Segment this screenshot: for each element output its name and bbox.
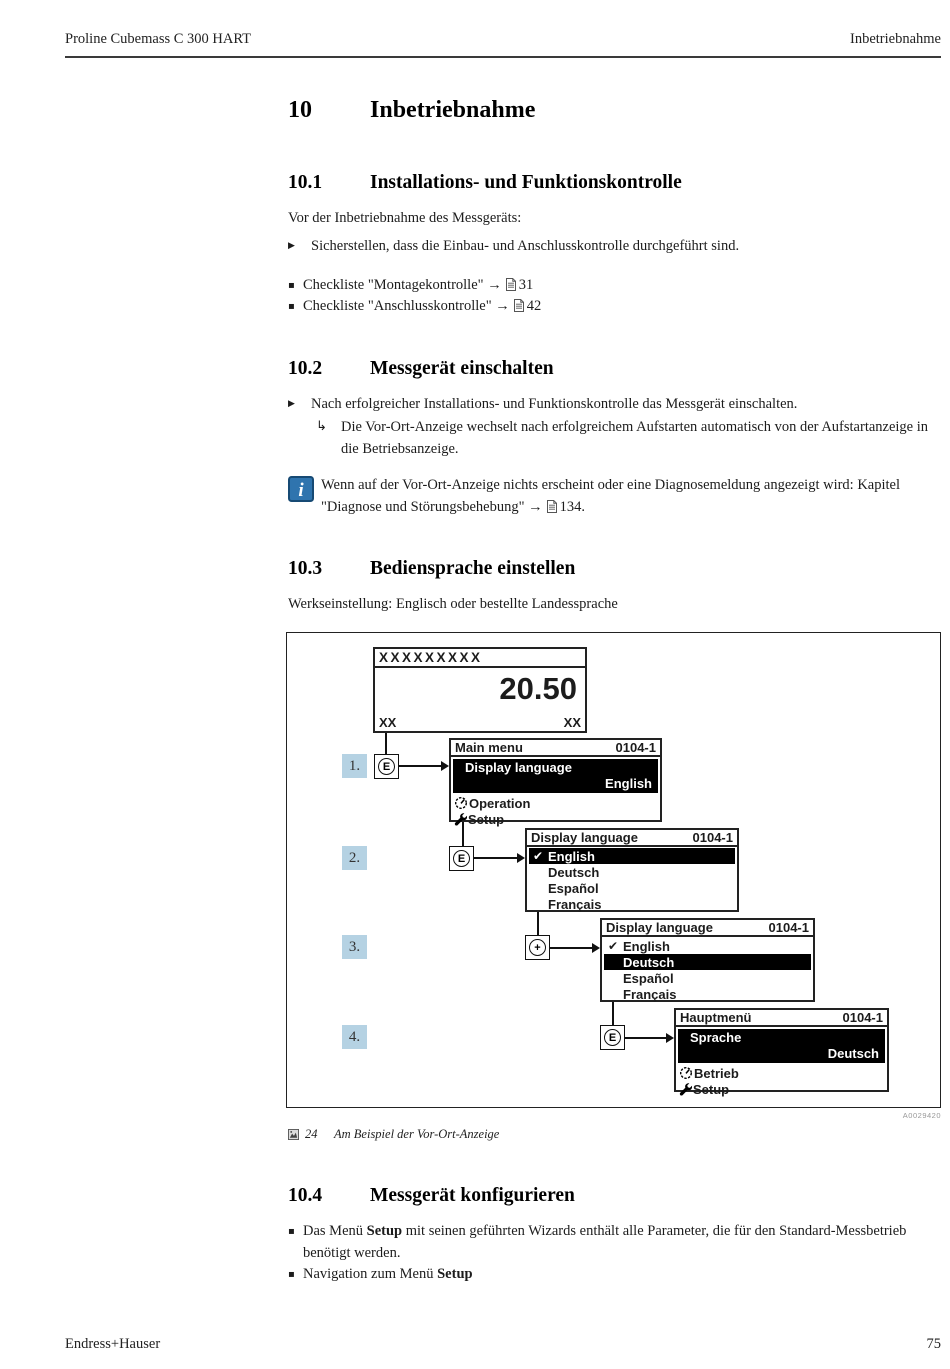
document-page-icon xyxy=(506,278,516,291)
menu-item-label: Setup xyxy=(693,1081,730,1097)
screen-main-menu xyxy=(449,738,662,827)
factory-setting-text: Werkseinstellung: Englisch oder bestellte Landessprache xyxy=(288,596,618,612)
display-status-line xyxy=(379,715,581,730)
running-footer xyxy=(65,1336,941,1353)
plus-key-glyph: + xyxy=(529,939,546,956)
section-10-heading xyxy=(288,96,941,124)
section-number: 10.4 xyxy=(288,1185,323,1206)
text-segment: mit seinen geführten Wizards enthält alle Parameter, die für den Standard-Messbetrieb benötigt werden. xyxy=(303,1223,907,1261)
enter-key-glyph: E xyxy=(453,850,470,867)
status-right: XX xyxy=(563,715,581,730)
checklist-text xyxy=(303,296,541,318)
enter-key xyxy=(449,846,474,871)
figure-caption-text: Am Beispiel der Vor-Ort-Anzeige xyxy=(334,1127,500,1141)
page-xref[interactable] xyxy=(510,298,542,314)
option-espanol xyxy=(604,970,811,986)
flow-arrow xyxy=(625,1033,674,1043)
section-title: Installations- und Funktionskontrolle xyxy=(370,172,682,193)
bold-segment: Setup xyxy=(366,1223,403,1239)
header-chapter-title: Inbetriebnahme xyxy=(850,31,941,47)
main-column xyxy=(288,0,941,1286)
screen-code: 0104-1 xyxy=(692,830,733,845)
menu-item-operation xyxy=(451,795,660,811)
status-left: XX xyxy=(379,715,397,730)
action-text: ▶ Sicherstellen, dass die Einbau- und Anschlusskontrolle durchgeführt sind. xyxy=(311,238,740,254)
section-title: Bediensprache einstellen xyxy=(370,558,576,579)
list-item-text xyxy=(303,1264,473,1286)
footer-company: Endress+Hauser xyxy=(65,1336,161,1352)
screen-header xyxy=(451,740,660,757)
option-english xyxy=(529,848,735,864)
checklist-label: Checkliste "Anschlusskontrolle" → xyxy=(303,298,510,314)
menu-item-betrieb xyxy=(676,1065,887,1081)
section-number: 10 xyxy=(288,97,312,123)
gauge-icon xyxy=(454,796,468,810)
section-title: Messgerät konfigurieren xyxy=(370,1185,575,1206)
section-10-1-heading xyxy=(288,171,941,195)
screen-header xyxy=(527,830,737,847)
step-1-badge: 1. xyxy=(342,754,367,778)
connector-line xyxy=(537,912,539,935)
flow-arrow xyxy=(399,761,449,771)
menu-item-setup xyxy=(451,811,660,827)
list-item xyxy=(288,1221,941,1264)
page-number-ref: 134. xyxy=(559,498,586,515)
parameter-name: Sprache xyxy=(690,1030,742,1045)
document-page-icon xyxy=(514,299,524,312)
screen-display-language xyxy=(600,918,815,1002)
page-xref[interactable] xyxy=(502,277,534,293)
parameter-name: Display language xyxy=(465,760,572,775)
screen-code: 0104-1 xyxy=(768,920,809,935)
step-4-badge: 4. xyxy=(342,1025,367,1049)
device-display xyxy=(373,647,587,733)
note-body: Wenn auf der Vor-Ort-Anzeige nichts erscheint oder eine Diagnosemeldung angezeigt wird: Kapitel "Diagnose und Störungsbehebung" → xyxy=(321,477,901,515)
plus-key xyxy=(525,935,550,960)
step-3-badge: 3. xyxy=(342,935,367,959)
check-icon: ✔ xyxy=(608,939,619,954)
check-icon: ✔ xyxy=(533,849,544,864)
bold-segment: Setup xyxy=(437,1266,473,1282)
wrench-icon xyxy=(454,813,467,826)
page-number-ref: 42 xyxy=(526,298,542,314)
enter-key-glyph: E xyxy=(378,758,395,775)
section-10-4-heading xyxy=(288,1184,941,1208)
menu-item-setup xyxy=(676,1081,887,1097)
figure-local-display-example xyxy=(288,632,941,1142)
result-item xyxy=(316,417,941,460)
configure-list xyxy=(288,1221,941,1286)
selected-parameter xyxy=(678,1029,885,1063)
screen-title: Hauptmenü xyxy=(680,1010,752,1025)
option-francais xyxy=(529,897,735,913)
screen-title: Display language xyxy=(606,920,713,935)
section-10-3-heading xyxy=(288,557,941,581)
checklist xyxy=(288,275,941,318)
gauge-icon xyxy=(679,1066,693,1080)
document-page-icon xyxy=(547,500,557,513)
connector-line xyxy=(385,733,387,755)
figure-number: 24 xyxy=(305,1127,318,1141)
enter-key xyxy=(374,754,399,779)
parameter-value: Deutsch xyxy=(827,1046,879,1061)
option-espanol xyxy=(529,880,735,896)
screen-header xyxy=(602,920,813,937)
option-label: Français xyxy=(548,897,602,913)
wrench-icon xyxy=(679,1083,692,1096)
step-2-badge: 2. xyxy=(342,846,367,870)
list-item xyxy=(288,1264,941,1286)
figure-frame xyxy=(286,632,941,1108)
list-item xyxy=(288,275,941,297)
screen-hauptmenu xyxy=(674,1008,889,1097)
section-number: 10.3 xyxy=(288,558,323,579)
action-item xyxy=(288,236,941,258)
parameter-value: English xyxy=(605,776,652,791)
screen-title: Main menu xyxy=(455,740,523,755)
option-francais xyxy=(604,987,811,1003)
option-deutsch xyxy=(604,954,811,970)
enter-key xyxy=(600,1025,625,1050)
option-label: Español xyxy=(548,880,599,896)
option-label: Français xyxy=(623,987,677,1003)
menu-item-label: Operation xyxy=(469,795,531,811)
text-segment: Das Menü xyxy=(303,1223,367,1239)
option-english xyxy=(604,938,811,954)
section-number: 10.1 xyxy=(288,172,323,193)
option-label: Deutsch xyxy=(548,864,600,880)
list-item-text xyxy=(303,1221,941,1264)
note-text xyxy=(321,475,933,518)
action-item xyxy=(288,394,941,416)
screen-code: 0104-1 xyxy=(842,1010,883,1025)
page-xref[interactable] xyxy=(543,499,585,515)
section-10-2-heading xyxy=(288,357,941,381)
screen-code: 0104-1 xyxy=(615,740,656,755)
info-note xyxy=(288,475,941,518)
screen-display-language xyxy=(525,828,739,912)
list-item xyxy=(288,296,941,318)
checklist-text xyxy=(303,275,533,297)
display-tag-line: XXXXXXXXX xyxy=(375,649,585,668)
result-text: ↳ Die Vor-Ort-Anzeige wechselt nach erfolgreichem Aufstarten automatisch von der Aufstartanzeige in die Betriebsanzeige. xyxy=(341,419,929,457)
action-text: ▶ Nach erfolgreicher Installations- und Funktionskontrolle das Messgerät einschalten. xyxy=(311,395,798,412)
header-product-title: Proline Cubemass C 300 HART xyxy=(65,31,252,47)
figure-caption xyxy=(288,1127,941,1142)
svg-text:i: i xyxy=(298,480,304,501)
option-label: Español xyxy=(623,970,674,986)
info-icon xyxy=(288,475,321,518)
intro-paragraph: Vor der Inbetriebnahme des Messgeräts: xyxy=(288,210,522,226)
measured-value: 20.50 xyxy=(499,671,577,706)
screen-title: Display language xyxy=(531,830,638,845)
checklist-label: Checkliste "Montagekontrolle" → xyxy=(303,276,502,293)
option-label: Deutsch xyxy=(623,954,675,970)
menu-item-label: Setup xyxy=(468,811,505,827)
figure-id-watermark: A0029420 xyxy=(902,1111,941,1120)
option-deutsch xyxy=(529,864,735,880)
option-label: English xyxy=(623,938,670,954)
flow-arrow xyxy=(550,943,600,953)
section-title: Inbetriebnahme xyxy=(370,97,536,123)
flow-arrow xyxy=(474,853,525,863)
enter-key-glyph: E xyxy=(604,1029,621,1046)
text-segment: Navigation zum Menü xyxy=(303,1266,438,1282)
option-label: English xyxy=(548,848,595,864)
connector-line xyxy=(612,1002,614,1025)
page-number-ref: 31 xyxy=(518,276,534,293)
figure-icon xyxy=(288,1129,299,1140)
section-title: Messgerät einschalten xyxy=(370,357,554,379)
section-number: 10.2 xyxy=(288,357,323,379)
menu-item-label: Betrieb xyxy=(694,1065,739,1081)
footer-page-number: 75 xyxy=(926,1336,941,1352)
selected-parameter xyxy=(453,759,658,793)
screen-header xyxy=(676,1010,887,1027)
